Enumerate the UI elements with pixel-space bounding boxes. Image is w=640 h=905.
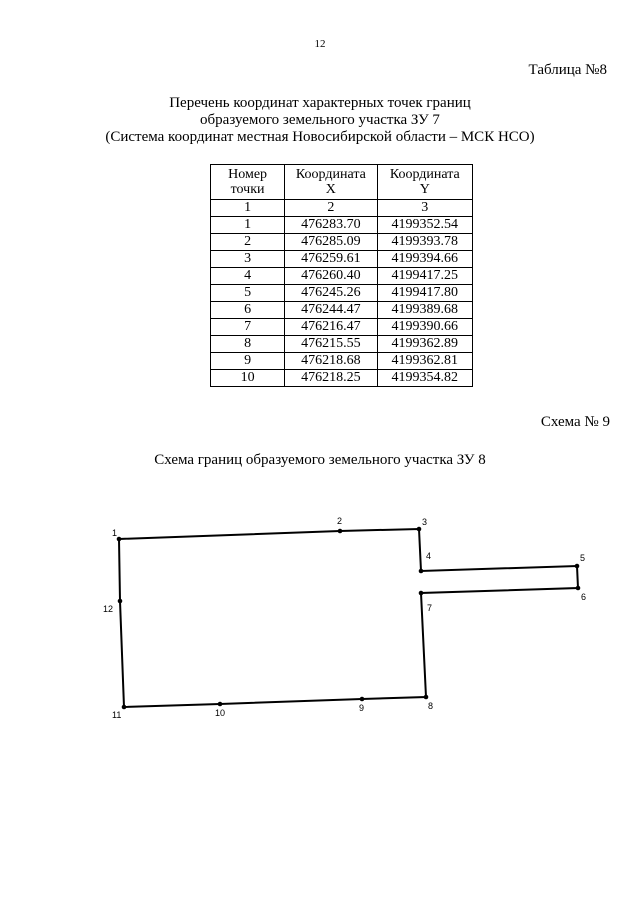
y-coordinate-cell: 4199354.82 xyxy=(377,370,472,387)
header-line: X xyxy=(325,182,336,197)
x-coordinate-cell: 476260.40 xyxy=(285,268,377,285)
y-coordinate-cell: 4199352.54 xyxy=(377,217,472,234)
point-number-cell: 4 xyxy=(211,268,285,285)
scheme-title: Схема границ образуемого земельного участка ЗУ 8 xyxy=(154,452,486,468)
x-coordinate-cell: 476218.68 xyxy=(285,353,377,370)
boundary-point-marker xyxy=(417,527,422,532)
x-coordinate-cell: 476216.47 xyxy=(285,319,377,336)
column-number: 2 xyxy=(285,200,377,217)
y-coordinate-cell: 4199417.80 xyxy=(377,285,472,302)
point-number-cell: 9 xyxy=(211,353,285,370)
point-number-cell: 8 xyxy=(211,336,285,353)
y-coordinate-cell: 4199390.66 xyxy=(377,319,472,336)
boundary-point-marker xyxy=(360,697,365,702)
point-number-cell: 3 xyxy=(211,251,285,268)
y-coordinate-cell: 4199417.25 xyxy=(377,268,472,285)
y-coordinate-cell: 4199362.89 xyxy=(377,336,472,353)
header-line: Номер xyxy=(228,167,268,182)
point-number-cell: 7 xyxy=(211,319,285,336)
boundary-point-marker xyxy=(419,591,424,596)
x-coordinate-cell: 476283.70 xyxy=(285,217,377,234)
point-number-cell: 2 xyxy=(211,234,285,251)
boundary-point-label: 5 xyxy=(580,553,586,563)
boundary-point-marker xyxy=(575,564,580,569)
boundary-point-label: 8 xyxy=(428,701,434,711)
y-coordinate-cell: 4199393.78 xyxy=(377,234,472,251)
x-coordinate-cell: 476259.61 xyxy=(285,251,377,268)
boundary-point-label: 2 xyxy=(337,516,343,526)
boundary-point-label: 9 xyxy=(359,703,365,713)
boundary-point-label: 12 xyxy=(103,604,114,614)
boundary-point-label: 4 xyxy=(426,551,432,561)
boundary-points xyxy=(103,516,586,720)
boundary-point-label: 10 xyxy=(215,708,226,718)
column-number: 1 xyxy=(211,200,285,217)
y-coordinate-cell: 4199362.81 xyxy=(377,353,472,370)
page-number: 12 xyxy=(314,38,326,50)
x-coordinate-cell: 476244.47 xyxy=(285,302,377,319)
title-line-3: (Система координат местная Новосибирской области – МСК НСО) xyxy=(105,129,535,145)
boundary-point-marker xyxy=(118,599,123,604)
boundary-line xyxy=(119,529,578,707)
scheme-caption: Схема № 9 xyxy=(540,414,610,430)
header-line: точки xyxy=(230,182,265,197)
point-number-cell: 1 xyxy=(211,217,285,234)
title-line-1: Перечень координат характерных точек границ xyxy=(169,95,471,111)
point-number-cell: 5 xyxy=(211,285,285,302)
y-coordinate-cell: 4199394.66 xyxy=(377,251,472,268)
title-line-2: образуемого земельного участка ЗУ 7 xyxy=(200,112,440,128)
boundary-point-marker xyxy=(122,705,127,710)
point-number-cell: 10 xyxy=(211,370,285,387)
boundary-point-label: 11 xyxy=(112,710,122,720)
x-coordinate-cell: 476285.09 xyxy=(285,234,377,251)
x-coordinate-cell: 476245.26 xyxy=(285,285,377,302)
boundary-point-marker xyxy=(576,586,581,591)
header-line: Y xyxy=(419,182,430,197)
boundary-point-marker xyxy=(419,569,424,574)
header-line: Координата xyxy=(389,167,460,182)
boundary-point-marker xyxy=(424,695,429,700)
header-line: Координата xyxy=(295,167,366,182)
boundary-point-label: 1 xyxy=(112,528,118,538)
point-number-cell: 6 xyxy=(211,302,285,319)
table-caption: Таблица №8 xyxy=(528,62,607,78)
boundary-point-label: 3 xyxy=(422,517,428,527)
boundary-point-marker xyxy=(338,529,343,534)
boundary-point-label: 6 xyxy=(581,592,587,602)
column-number: 3 xyxy=(377,200,472,217)
boundary-point-label: 7 xyxy=(427,603,433,613)
x-coordinate-cell: 476218.25 xyxy=(285,370,377,387)
x-coordinate-cell: 476215.55 xyxy=(285,336,377,353)
boundary-point-marker xyxy=(218,702,223,707)
y-coordinate-cell: 4199389.68 xyxy=(377,302,472,319)
boundary-point-marker xyxy=(117,537,122,542)
